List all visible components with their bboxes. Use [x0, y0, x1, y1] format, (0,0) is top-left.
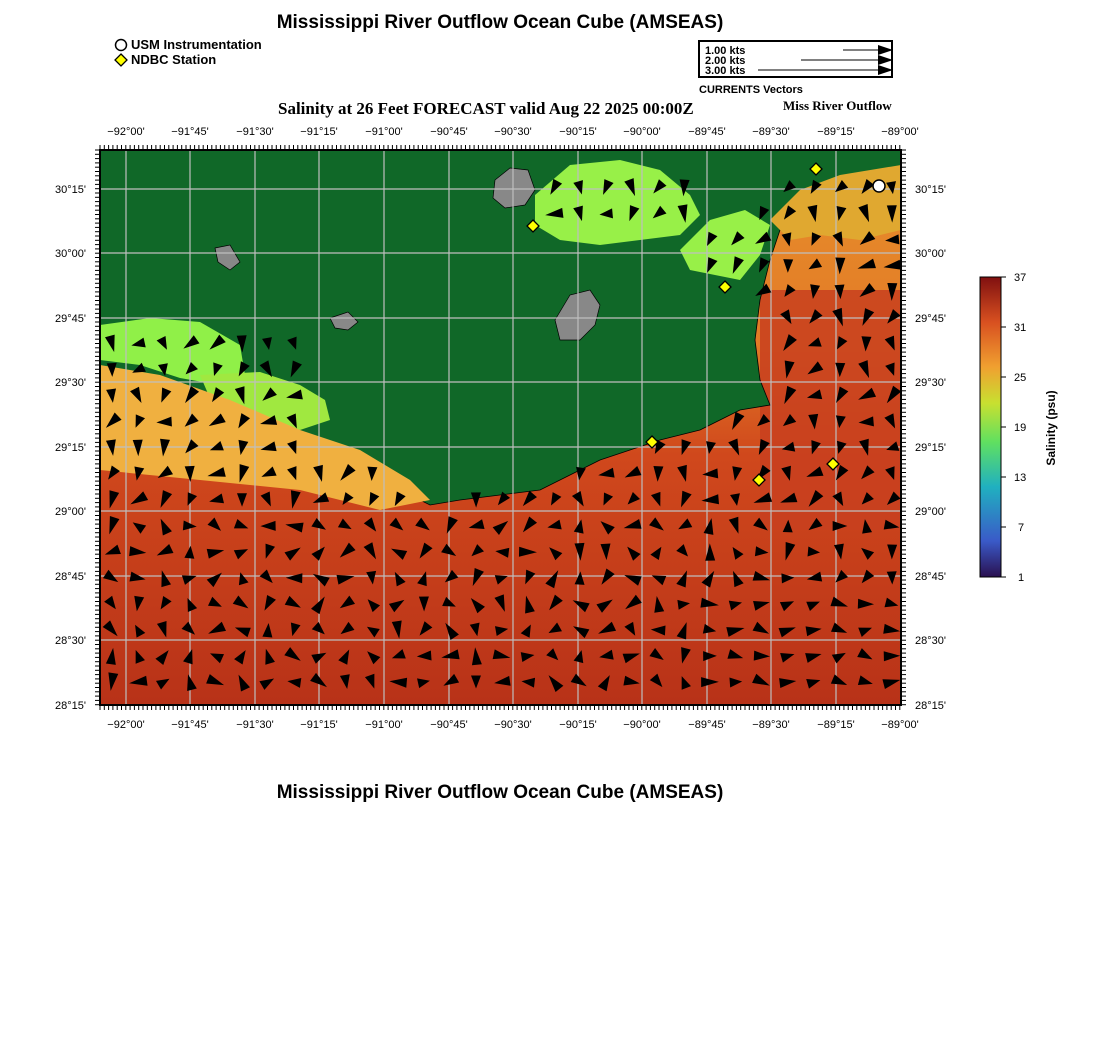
- lat-tick-label: 30°15': [915, 184, 946, 196]
- lon-tick-label: −90°00': [623, 719, 661, 731]
- lat-tick-label: 28°30': [915, 635, 946, 647]
- lon-tick-label: −91°00': [365, 719, 403, 731]
- lat-tick-label: 30°15': [55, 184, 86, 196]
- lat-tick-label: 29°00': [55, 506, 86, 518]
- lon-tick-label: −90°15': [559, 719, 597, 731]
- lat-tick-label: 28°45': [915, 571, 946, 583]
- colorbar-ticks: [1001, 277, 1006, 577]
- vector-caption: CURRENTS Vectors: [699, 84, 803, 96]
- colorbar-tick-label: 1: [1018, 572, 1025, 584]
- lat-tick-label: 29°30': [55, 377, 86, 389]
- colorbar-labels: [1014, 272, 1026, 584]
- lon-tick-label: −89°45': [688, 719, 726, 731]
- legend-usm-label: USM Instrumentation: [131, 37, 262, 52]
- lat-labels-left: [55, 184, 86, 712]
- lat-tick-label: 28°15': [915, 700, 946, 712]
- lat-tick-label: 28°30': [55, 635, 86, 647]
- lon-tick-label: −91°15': [300, 126, 338, 138]
- lon-tick-label: −90°30': [494, 126, 532, 138]
- usm-instrument-marker: [873, 180, 885, 192]
- colorbar: [980, 277, 1001, 577]
- lon-tick-label: −92°00': [107, 126, 145, 138]
- lon-tick-label: −91°30': [236, 126, 274, 138]
- lon-tick-label: −90°30': [494, 719, 532, 731]
- lon-tick-label: −90°15': [559, 126, 597, 138]
- east-sea-field: [760, 290, 901, 530]
- vector-label-1: 1.00 kts: [705, 45, 746, 57]
- vector-label-2: 2.00 kts: [705, 55, 746, 67]
- lon-labels-top: [107, 126, 918, 138]
- lat-tick-label: 30°00': [55, 248, 86, 260]
- lon-tick-label: −91°30': [236, 719, 274, 731]
- lat-tick-label: 29°45': [55, 313, 86, 325]
- lon-tick-label: −89°30': [752, 126, 790, 138]
- lon-tick-label: −89°15': [817, 719, 855, 731]
- lon-tick-label: −92°00': [107, 719, 145, 731]
- legend-ndbc-label: NDBC Station: [131, 52, 217, 67]
- bottom-title: Mississippi River Outflow Ocean Cube (AMSEAS): [276, 782, 724, 803]
- lon-tick-label: −89°45': [688, 126, 726, 138]
- colorbar-tick-label: 13: [1014, 472, 1027, 484]
- colorbar-tick-label: 25: [1014, 372, 1027, 384]
- lon-tick-label: −89°00': [881, 126, 919, 138]
- lat-tick-label: 29°15': [915, 442, 946, 454]
- map-subtitle: Salinity at 26 Feet FORECAST valid Aug 22 2025 00:00Z: [278, 99, 694, 118]
- lon-tick-label: −90°45': [430, 719, 468, 731]
- lat-tick-label: 29°30': [915, 377, 946, 389]
- colorbar-tick-label: 19: [1014, 422, 1027, 434]
- lon-tick-label: −89°30': [752, 719, 790, 731]
- top-title: Mississippi River Outflow Ocean Cube (AMSEAS): [276, 12, 724, 33]
- lon-tick-label: −89°15': [817, 126, 855, 138]
- lat-tick-label: 30°00': [915, 248, 946, 260]
- colorbar-tick-label: 37: [1014, 272, 1027, 284]
- lon-tick-label: −90°00': [623, 126, 661, 138]
- lon-tick-label: −89°00': [881, 719, 919, 731]
- map-field: [100, 150, 902, 705]
- lat-tick-label: 28°45': [55, 571, 86, 583]
- vector-label-3: 3.00 kts: [705, 65, 746, 77]
- colorbar-tick-label: 7: [1018, 522, 1025, 534]
- colorbar-tick-label: 31: [1014, 322, 1027, 334]
- lat-labels-right: [915, 184, 946, 712]
- lon-labels-bottom: [107, 719, 918, 731]
- region-label: Miss River Outflow: [783, 98, 892, 113]
- lon-tick-label: −91°00': [365, 126, 403, 138]
- lat-tick-label: 28°15': [55, 700, 86, 712]
- lat-tick-label: 29°45': [915, 313, 946, 325]
- lon-tick-label: −91°45': [171, 719, 209, 731]
- lon-tick-label: −91°45': [171, 126, 209, 138]
- lat-tick-label: 29°00': [915, 506, 946, 518]
- colorbar-title: Salinity (psu): [1044, 390, 1058, 466]
- lat-tick-label: 29°15': [55, 442, 86, 454]
- lon-tick-label: −91°15': [300, 719, 338, 731]
- lon-tick-label: −90°45': [430, 126, 468, 138]
